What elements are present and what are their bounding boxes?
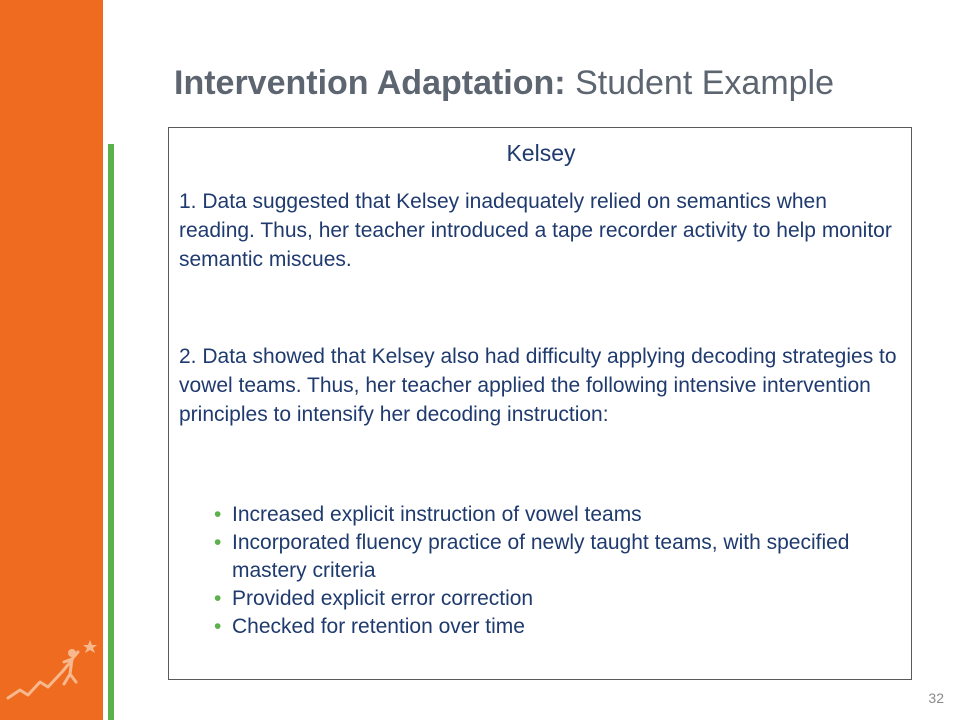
slide-title-regular: Student Example [575, 64, 835, 102]
list-item [214, 529, 904, 585]
bullet-icon: • [214, 587, 222, 610]
content-box [168, 127, 912, 680]
slide-title [174, 64, 834, 103]
bullet-icon: • [214, 531, 222, 554]
slide-title-bold: Intervention Adaptation: [174, 64, 566, 102]
bullet-icon: • [214, 503, 222, 526]
paragraph-decoding: 2. Data showed that Kelsey also had difficulty applying decoding strategies to vowel teams. Thus, her teacher applied the following intensive intervention principles to intensify her decoding instruction: [179, 345, 897, 426]
list-item [214, 501, 904, 529]
bullet-icon: • [214, 615, 222, 638]
green-accent-line [108, 144, 114, 720]
growth-chart-person-star-icon [6, 632, 102, 708]
paragraph-semantics: 1. Data suggested that Kelsey inadequately relied on semantics when reading. Thus, her teacher introduced a tape recorder activity to help monitor semantic miscues. [179, 190, 892, 271]
list-item-text: Checked for retention over time [232, 615, 525, 638]
list-item-text: Provided explicit error correction [232, 587, 534, 610]
list-item-text: Incorporated fluency practice of newly taught teams, with specified mastery criteria [232, 531, 850, 582]
page-number: 32 [928, 690, 944, 706]
list-item-text: Increased explicit instruction of vowel teams [232, 503, 642, 526]
intervention-principles-list [214, 501, 904, 641]
student-name-heading: Kelsey [506, 140, 576, 166]
left-orange-sidebar [0, 0, 103, 720]
list-item [214, 613, 904, 641]
list-item [214, 585, 904, 613]
